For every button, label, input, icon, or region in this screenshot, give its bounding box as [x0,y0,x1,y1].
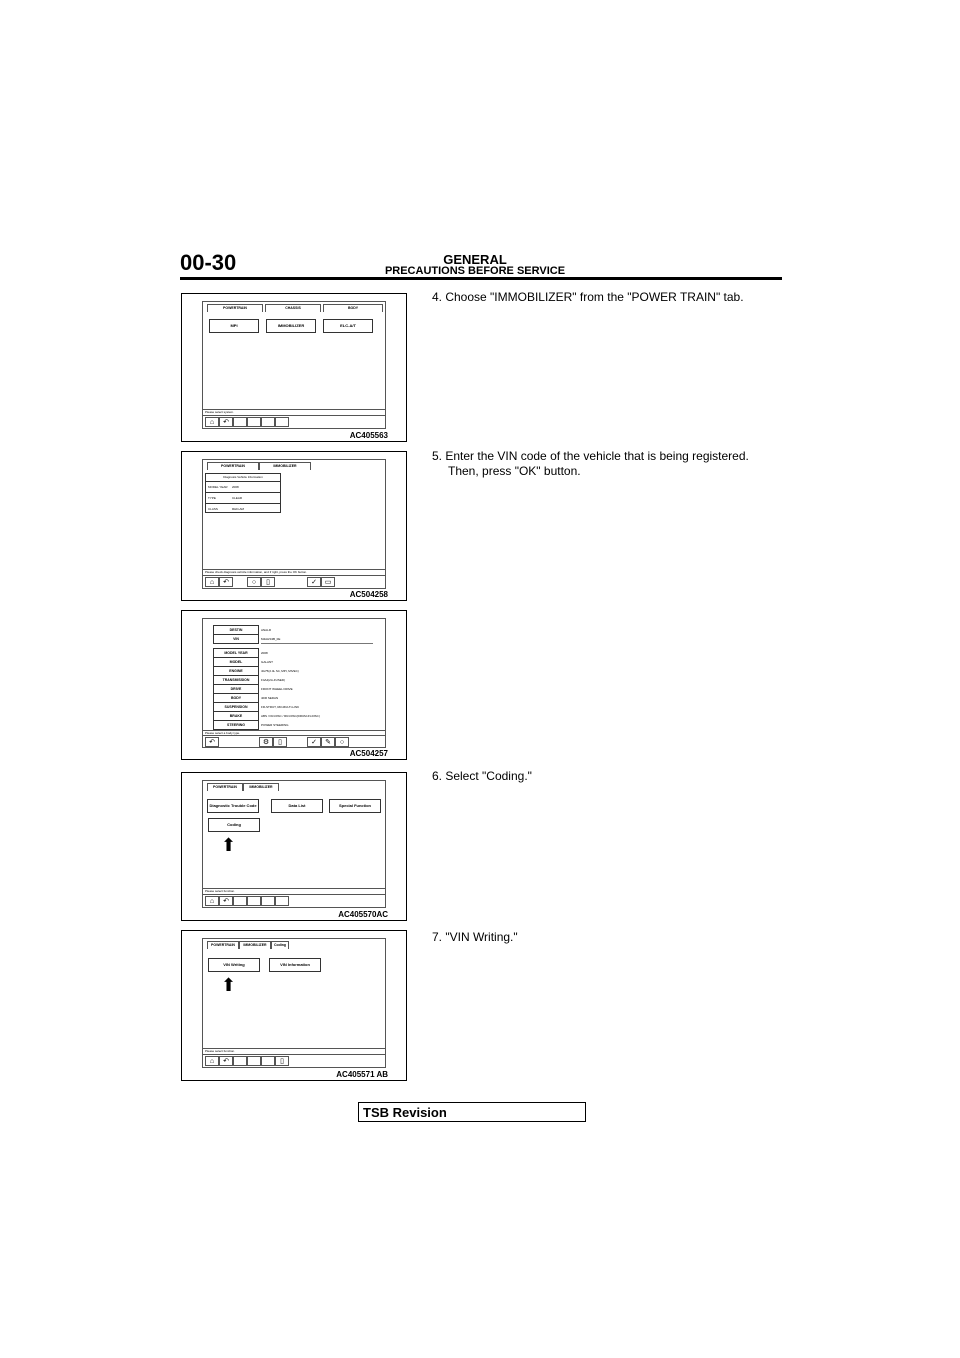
pointer-arrow-icon: ⬆ [221,975,237,995]
tab-body[interactable]: BODY [323,304,383,312]
tab-powertrain[interactable]: POWERTRAIN [207,304,263,312]
step-6-text: 6. Select "Coding." [432,769,532,783]
tab-bar [205,941,383,949]
home-icon[interactable]: ⌂ [205,896,219,906]
special-function-button[interactable]: Special Function [329,799,381,813]
row-value: CLEAR [232,496,243,500]
destin-value: ANALR [261,628,272,632]
status-bar: Please select function. [203,888,385,894]
transmission-label: TRANSMISSION [213,675,259,685]
model-value: GALANT [261,660,274,664]
tab-powertrain[interactable]: POWERTRAIN [207,783,243,791]
vehicle-info-table [205,473,281,513]
toolbar [203,735,385,748]
document-icon[interactable]: ▯ [273,737,287,747]
figure-code: AC504258 [349,590,388,599]
toolbar-slot[interactable] [261,896,275,906]
body-value: 4DR SEDAN [261,696,279,700]
header-rule [180,277,782,280]
tab-immobilizer[interactable]: IMMOBILIZER [259,462,311,470]
model-year-label: MODEL YEAR [213,648,259,658]
figure-coding-menu [181,930,407,1081]
back-icon[interactable]: ↶ [219,896,233,906]
toolbar-slot[interactable] [247,417,261,427]
destin-label: DESTIN [213,625,259,635]
figure-vehicle-info [181,451,407,601]
steering-label: STEERING [213,720,259,730]
tab-powertrain[interactable]: POWERTRAIN [207,941,239,949]
vehicle-icon[interactable]: ▭ [321,577,335,587]
toolbar [203,1054,385,1067]
engine-value: 4G75(2.4L S4, MPI, MIVEC) [261,669,299,673]
status-bar: Please select a body type. [203,730,385,736]
elc-at-button[interactable]: ELC-A/T [323,319,373,333]
figure-vehicle-details [181,610,407,760]
figure-code: AC405563 [349,431,388,440]
tab-immobilizer[interactable]: IMMOBILIZER [243,783,279,791]
step-5-text-continued: Then, press "OK" button. [448,464,581,478]
back-icon[interactable]: ↶ [219,1056,233,1066]
figure-system-select [181,293,407,442]
brake-label: BRAKE [213,711,259,721]
row-label: TYPE [208,496,216,500]
figure-code: AC405570AC [338,910,388,919]
screen-frame [202,938,386,1068]
home-icon[interactable]: ⌂ [205,417,219,427]
tab-chassis[interactable]: CHASSIS [265,304,321,312]
tab-powertrain[interactable]: POWERTRAIN [207,462,259,470]
vin-information-button[interactable]: VIN Information [269,958,321,972]
tab-bar [205,783,383,791]
tsb-revision-box: TSB Revision [358,1102,586,1122]
toolbar-slot[interactable] [275,417,289,427]
pointer-arrow-icon: ⬆ [221,835,237,855]
refresh-icon[interactable]: ○ [335,737,349,747]
mpi-button[interactable]: MPI [209,319,259,333]
vin-value: M4AHS3B_0E [261,637,281,641]
back-icon[interactable]: ↶ [205,737,219,747]
back-icon[interactable]: ↶ [219,417,233,427]
toolbar-slot[interactable] [261,1056,275,1066]
figure-function-select [181,772,407,921]
vin-writing-button[interactable]: VIN Writing [208,958,260,972]
tab-bar [205,304,383,312]
model-label: MODEL [213,657,259,667]
transmission-value: F4A4(2A-FUSED) [261,678,286,682]
home-icon[interactable]: ⌂ [205,577,219,587]
data-list-button[interactable]: Data List [271,799,323,813]
tab-immobilizer[interactable]: IMMOBILIZER [239,941,271,949]
suspension-label: SUSPENSION [213,702,259,712]
drive-value: FRONT WHEEL DRIVE [261,687,293,691]
row-value: 2008 [232,485,239,489]
refresh-icon[interactable]: ○ [247,577,261,587]
toolbar [203,415,385,428]
section-subtitle: PRECAUTIONS BEFORE SERVICE [384,265,566,277]
screen-frame [202,780,386,908]
step-5-text: 5. Enter the VIN code of the vehicle that is being registered. [432,449,749,463]
toolbar-slot[interactable] [247,1056,261,1066]
vin-label: VIN [213,634,259,644]
back-icon[interactable]: ↶ [219,577,233,587]
edit-icon[interactable]: ✎ [321,737,335,747]
screen-frame [202,459,386,589]
toolbar [203,894,385,907]
toolbar-slot[interactable] [233,417,247,427]
engine-label: ENGINE [213,666,259,676]
row-label: MODEL YEAR [208,485,228,489]
document-icon[interactable]: ▯ [275,1056,289,1066]
document-icon[interactable]: ▯ [261,577,275,587]
row-label: CLASS [208,507,218,511]
toolbar-slot[interactable] [233,896,247,906]
row-value: RHD-AM [232,507,244,511]
divider [261,643,373,644]
screen-frame [202,618,386,748]
figure-code: AC405571 AB [336,1070,388,1079]
status-bar: Please check diagnosis vehicle information, and if right, press the OK button. [203,569,385,575]
page-number: 00-30 [180,250,237,275]
body-label: BODY [213,693,259,703]
toolbar-slot[interactable] [275,896,289,906]
step-4-text: 4. Choose "IMMOBILIZER" from the "POWER TRAIN" tab. [432,290,744,304]
tab-bar [205,462,383,470]
ok-check-icon[interactable]: ✓ [307,577,321,587]
suspension-value: FR-STRUT, RR-MULTI-LINK [261,705,300,709]
status-bar: Please select system. [203,409,385,415]
home-icon[interactable]: ⌂ [205,1056,219,1066]
toolbar-slot[interactable] [233,1056,247,1066]
toolbar [203,575,385,588]
table-title: Diagnosis Vehicle Information [223,475,263,479]
ok-check-icon[interactable]: ✓ [307,737,321,747]
immobilizer-button[interactable]: IMMOBILIZER [266,319,316,333]
section-title: GENERAL [443,252,507,267]
screen-frame [202,301,386,429]
steering-value: POWER STEERING [261,723,289,727]
table-row [206,503,280,514]
drive-label: DRIVE [213,684,259,694]
table-row [206,481,280,492]
table-row [206,492,280,503]
status-bar: Please select function. [203,1048,385,1054]
diagnostic-trouble-code-button[interactable]: Diagnostic Trouble Code [207,799,259,813]
toolbar-slot[interactable] [247,896,261,906]
brake-value: ABS / FR-DISC / RR-DISC(DRUM-IN-DISC) [261,714,320,718]
figure-code: AC504257 [349,749,388,758]
coding-button[interactable]: Coding [208,818,260,832]
tab-coding[interactable]: Coding [271,941,289,949]
model-year-value: 2008 [261,651,268,655]
toolbar-slot[interactable] [261,417,275,427]
settings-icon[interactable]: ⚙ [259,737,273,747]
step-7-text: 7. "VIN Writing." [432,930,518,944]
